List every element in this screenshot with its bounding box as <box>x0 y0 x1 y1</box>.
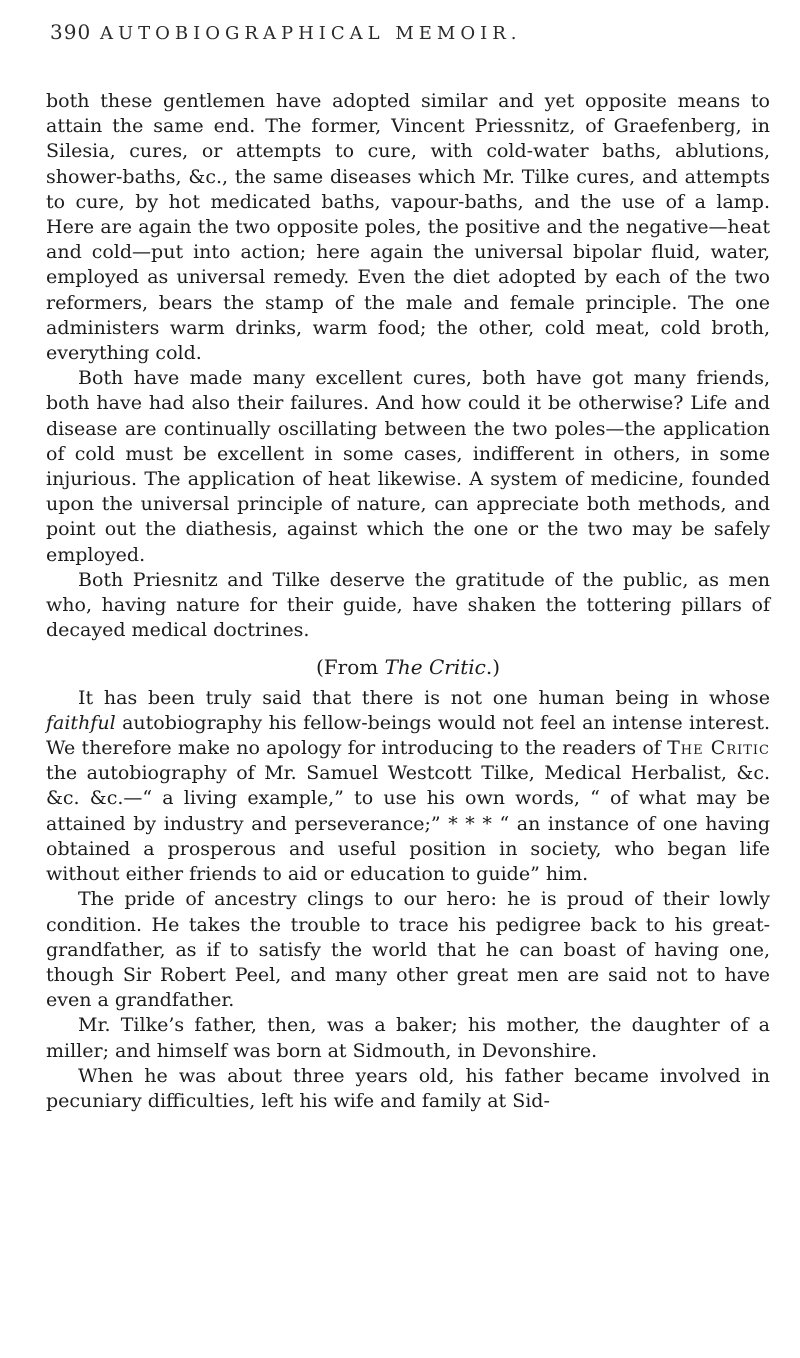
page-number: 390 <box>50 20 92 44</box>
critic-text-part: autobiography his fellow-beings would not feel an intense interest. We therefore make no apology for introducing to the readers of <box>46 711 770 760</box>
source-close: .) <box>485 655 501 680</box>
source-open: (From <box>315 655 385 680</box>
critic-text-part: It has been truly said that there is not one human being in whose <box>78 686 770 709</box>
paragraph: The pride of ancestry clings to our hero: he is proud of their lowly condition. He takes the trouble to trace his pedigree back to his great-grandfather, as if to satisfy the world that he can boast of having one, though Sir Robert Peel, and many other great men are said not to have even a grandfather. <box>46 888 770 1012</box>
source-attribution <box>46 655 770 680</box>
paragraph: both these gentlemen have adopted similar and yet opposite means to attain the same end. The former, Vincent Priessnitz, of Graefenberg, in Silesia, cures, or attempts to cure, with cold-water baths, ablutions, shower-baths, &c., the same diseases which Mr. Tilke cures, and attempts to cure, by hot medicated baths, vapour-baths, and the use of a lamp. Here are again the two opposite poles, the positive and the negative—heat and cold—put into action; here again the universal bipolar fluid, water, employed as universal remedy. Even the diet adopted by each of the two reformers, bears the stamp of the male and female principle. The one administers warm drinks, warm food; the other, cold meat, cold broth, everything cold. <box>46 90 770 365</box>
paragraph: Both Priesnitz and Tilke deserve the gratitude of the public, as men who, having nature for their guide, have shaken the tottering pillars of decayed medical doctrines. <box>46 568 770 642</box>
paragraph: Mr. Tilke’s father, then, was a baker; his mother, the daughter of a miller; and himself was born at Sidmouth, in Devonshire. <box>46 1014 770 1062</box>
book-page <box>46 20 770 1114</box>
source-publication: The Critic <box>384 655 486 680</box>
body-text <box>46 89 770 1114</box>
paragraph: Both have made many excellent cures, both have got many friends, both have had also their failures. And how could it be otherwise? Life and disease are continually oscillating between the two poles—the application of cold must be excellent in some cases, indifferent in others, in some injurious. The application of heat likewise. A system of medicine, founded upon the universal principle of nature, can appreciate both methods, and point out the diathesis, against which the one or the two may be safely employed. <box>46 367 770 566</box>
critic-paragraph <box>46 686 770 888</box>
emphasis-word: faithful <box>46 711 116 734</box>
publication-name: The Critic <box>667 737 770 760</box>
running-head <box>50 20 770 56</box>
paragraph: When he was about three years old, his father became involved in pecuniary difficulties, left his wife and family at Sid- <box>46 1064 770 1112</box>
critic-text-part: the autobiography of Mr. Samuel Westcott Tilke, Medical Herbalist, &c. &c. &c.—“ a living example,” to use his own words, “ of what may be attained by industry and perseverance;” * * * “ an instance of one having obtained a prosperous and useful position in society, who began life without either friends to aid or education to guide” him. <box>46 762 770 886</box>
running-head-title: AUTOBIOGRAPHICAL MEMOIR. <box>100 23 522 44</box>
